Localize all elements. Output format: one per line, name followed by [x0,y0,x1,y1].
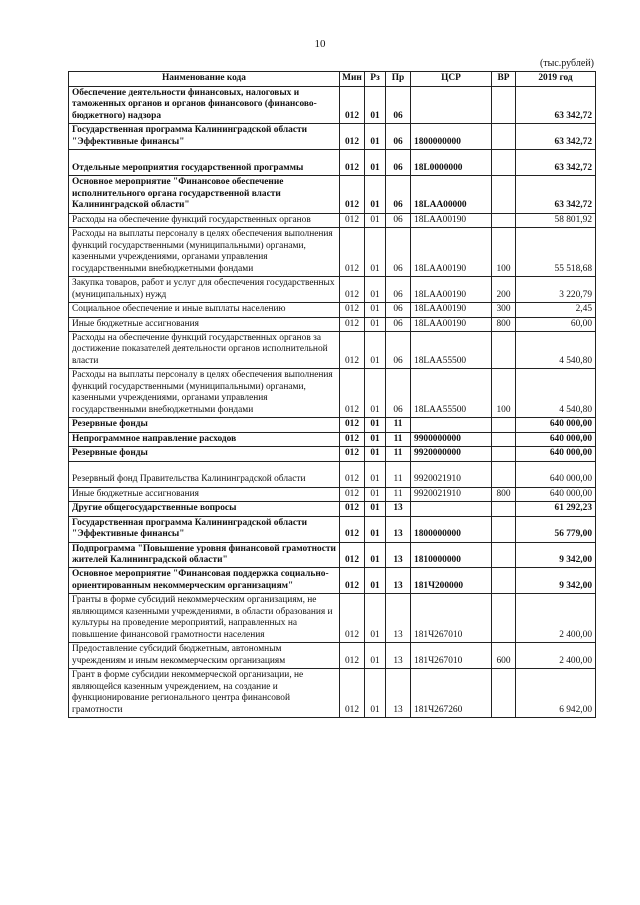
cell-vr [492,447,516,461]
table-row [69,502,596,516]
cell-pr: 13 [386,542,411,568]
cell-min: 012 [340,87,365,124]
cell-rz: 01 [365,277,386,303]
header-pr: Пр [386,72,411,87]
cell-name: Государственная программа Калининградской области "Эффективные финансы" [69,124,340,150]
cell-csr: 181Ч200000 [411,568,492,594]
table-row [69,432,596,446]
cell-name: Социальное обеспечение и иные выплаты населению [69,303,340,317]
cell-amount: 55 518,68 [516,228,596,277]
cell-amount: 9 342,00 [516,568,596,594]
cell-rz: 01 [365,124,386,150]
cell-min: 012 [340,516,365,542]
cell-csr: 181Ч267010 [411,594,492,643]
cell-csr: 18LAA00000 [411,176,492,213]
units-label: (тыс.рублей) [539,58,594,69]
header-year: 2019 год [516,72,596,87]
cell-amount: 56 779,00 [516,516,596,542]
table-row [69,487,596,501]
cell-name: Основное мероприятие "Финансовое обеспечение исполнительного органа государственной власти Калининградской области" [69,176,340,213]
cell-name: Резервные фонды [69,447,340,461]
cell-min: 012 [340,369,365,418]
cell-min: 012 [340,150,365,176]
cell-csr [411,87,492,124]
cell-vr [492,594,516,643]
cell-amount: 63 342,72 [516,150,596,176]
cell-amount: 9 342,00 [516,542,596,568]
cell-amount: 2 400,00 [516,643,596,669]
cell-rz: 01 [365,228,386,277]
cell-amount: 3 220,79 [516,277,596,303]
table-row [69,213,596,227]
cell-rz: 01 [365,516,386,542]
cell-name: Основное мероприятие "Финансовая поддержка социально-ориентированным некоммерческим организациям" [69,568,340,594]
table-row [69,277,596,303]
cell-amount: 61 292,23 [516,502,596,516]
cell-pr: 06 [386,87,411,124]
cell-vr [492,150,516,176]
table-row [69,418,596,432]
cell-csr: 18LAA55500 [411,331,492,368]
cell-vr: 800 [492,317,516,331]
cell-amount: 640 000,00 [516,447,596,461]
cell-csr: 181Ч267010 [411,643,492,669]
table-row [69,176,596,213]
cell-min: 012 [340,303,365,317]
cell-vr: 100 [492,228,516,277]
cell-name: Подпрограмма "Повышение уровня финансовой грамотности жителей Калининградской области" [69,542,340,568]
cell-amount: 6 942,00 [516,669,596,718]
table-body [69,87,596,718]
table-row [69,542,596,568]
cell-amount: 640 000,00 [516,461,596,487]
table-row [69,150,596,176]
header-min: Мин [340,72,365,87]
cell-vr [492,124,516,150]
cell-rz: 01 [365,87,386,124]
cell-amount: 640 000,00 [516,432,596,446]
cell-min: 012 [340,418,365,432]
cell-rz: 01 [365,331,386,368]
table-row [69,516,596,542]
cell-min: 012 [340,487,365,501]
cell-name: Отдельные мероприятия государственной программы [69,150,340,176]
cell-min: 012 [340,432,365,446]
cell-amount: 640 000,00 [516,418,596,432]
cell-amount: 63 342,72 [516,87,596,124]
cell-pr: 06 [386,150,411,176]
cell-csr: 18L0000000 [411,150,492,176]
cell-min: 012 [340,213,365,227]
cell-csr: 1800000000 [411,516,492,542]
cell-csr: 9920000000 [411,447,492,461]
cell-rz: 01 [365,213,386,227]
cell-pr: 13 [386,568,411,594]
cell-csr: 18LAA00190 [411,228,492,277]
cell-pr: 13 [386,594,411,643]
cell-min: 012 [340,331,365,368]
cell-csr: 9920021910 [411,487,492,501]
table-row [69,228,596,277]
cell-pr: 13 [386,643,411,669]
cell-vr [492,176,516,213]
cell-amount: 4 540,80 [516,369,596,418]
cell-name: Расходы на обеспечение функций государственных органов [69,213,340,227]
cell-vr [492,669,516,718]
cell-amount: 63 342,72 [516,124,596,150]
cell-pr: 11 [386,461,411,487]
cell-pr: 06 [386,277,411,303]
cell-name: Иные бюджетные ассигнования [69,487,340,501]
cell-csr: 181Ч267260 [411,669,492,718]
cell-pr: 11 [386,487,411,501]
cell-vr [492,418,516,432]
page-number: 10 [314,38,326,50]
cell-rz: 01 [365,502,386,516]
cell-vr [492,331,516,368]
table-row [69,594,596,643]
cell-min: 012 [340,447,365,461]
cell-pr: 06 [386,213,411,227]
header-csr: ЦСР [411,72,492,87]
table-row [69,303,596,317]
cell-amount: 2,45 [516,303,596,317]
cell-csr: 9900000000 [411,432,492,446]
cell-pr: 06 [386,303,411,317]
cell-min: 012 [340,461,365,487]
cell-name: Иные бюджетные ассигнования [69,317,340,331]
cell-vr [492,502,516,516]
cell-amount: 2 400,00 [516,594,596,643]
cell-vr [492,542,516,568]
cell-csr: 18LAA55500 [411,369,492,418]
table-row [69,568,596,594]
cell-min: 012 [340,176,365,213]
cell-pr: 06 [386,176,411,213]
cell-pr: 13 [386,669,411,718]
cell-name: Расходы на выплаты персоналу в целях обеспечения выполнения функций государственными (муниципальными) органами, казенными учреждениями, органами управления государственными внебюджетными фондами [69,228,340,277]
table-header-row [69,72,596,87]
cell-min: 012 [340,643,365,669]
cell-name: Грант в форме субсидии некоммерческой организации, не являющейся казенным учреждением, на создание и функционирование регионального центра финансовой грамотности [69,669,340,718]
cell-pr: 13 [386,502,411,516]
cell-rz: 01 [365,317,386,331]
cell-name: Расходы на обеспечение функций государственных органов за достижение показателей деятельности органов исполнительной власти [69,331,340,368]
table-row [69,124,596,150]
cell-name: Расходы на выплаты персоналу в целях обеспечения выполнения функций государственными (муниципальными) органами, казенными учреждениями, органами управления государственными внебюджетными фондами [69,369,340,418]
cell-vr: 100 [492,369,516,418]
cell-name: Другие общегосударственные вопросы [69,502,340,516]
cell-csr [411,418,492,432]
cell-vr: 300 [492,303,516,317]
cell-vr: 200 [492,277,516,303]
cell-amount: 640 000,00 [516,487,596,501]
cell-rz: 01 [365,487,386,501]
cell-min: 012 [340,669,365,718]
cell-rz: 01 [365,542,386,568]
cell-name: Обеспечение деятельности финансовых, налоговых и таможенных органов и органов финансового (финансово-бюджетного) надзора [69,87,340,124]
cell-min: 012 [340,594,365,643]
cell-name: Непрограммное направление расходов [69,432,340,446]
cell-rz: 01 [365,669,386,718]
cell-pr: 06 [386,228,411,277]
cell-rz: 01 [365,418,386,432]
cell-min: 012 [340,502,365,516]
cell-rz: 01 [365,432,386,446]
cell-vr: 600 [492,643,516,669]
cell-name: Государственная программа Калининградской области "Эффективные финансы" [69,516,340,542]
cell-vr: 800 [492,487,516,501]
cell-pr: 06 [386,317,411,331]
cell-rz: 01 [365,461,386,487]
cell-vr [492,213,516,227]
table-row [69,447,596,461]
cell-amount: 58 801,92 [516,213,596,227]
cell-min: 012 [340,568,365,594]
cell-csr: 1810000000 [411,542,492,568]
header-vr: ВР [492,72,516,87]
cell-name: Гранты в форме субсидий некоммерческим организациям, не являющимся казенными учреждениями, в области образования и культуры на проведение мероприятий, направленных на повышение финансовой грамотности населения [69,594,340,643]
cell-min: 012 [340,228,365,277]
cell-csr: 18LAA00190 [411,277,492,303]
cell-name: Предоставление субсидий бюджетным, автономным учреждениям и иным некоммерческим организациям [69,643,340,669]
cell-rz: 01 [365,176,386,213]
cell-vr [492,87,516,124]
table-row [69,87,596,124]
header-rz: Рз [365,72,386,87]
cell-vr [492,516,516,542]
cell-vr [492,432,516,446]
cell-vr [492,568,516,594]
cell-csr: 18LAA00190 [411,317,492,331]
cell-min: 012 [340,124,365,150]
cell-rz: 01 [365,594,386,643]
header-name: Наименование кода [69,72,340,87]
budget-table [68,71,596,718]
table-row [69,331,596,368]
cell-pr: 13 [386,516,411,542]
cell-amount: 60,00 [516,317,596,331]
cell-rz: 01 [365,568,386,594]
cell-pr: 11 [386,432,411,446]
cell-min: 012 [340,542,365,568]
cell-name: Резервный фонд Правительства Калининградской области [69,461,340,487]
cell-csr [411,502,492,516]
cell-rz: 01 [365,643,386,669]
cell-csr: 1800000000 [411,124,492,150]
cell-csr: 9920021910 [411,461,492,487]
cell-csr: 18LAA00190 [411,213,492,227]
cell-pr: 11 [386,418,411,432]
cell-rz: 01 [365,447,386,461]
cell-min: 012 [340,277,365,303]
cell-amount: 63 342,72 [516,176,596,213]
cell-rz: 01 [365,150,386,176]
table-row [69,669,596,718]
cell-amount: 4 540,80 [516,331,596,368]
table-row [69,317,596,331]
cell-rz: 01 [365,369,386,418]
cell-vr [492,461,516,487]
cell-rz: 01 [365,303,386,317]
cell-pr: 06 [386,124,411,150]
cell-name: Резервные фонды [69,418,340,432]
cell-name: Закупка товаров, работ и услуг для обеспечения государственных (муниципальных) нужд [69,277,340,303]
table-row [69,643,596,669]
table-row [69,369,596,418]
cell-csr: 18LAA00190 [411,303,492,317]
cell-pr: 11 [386,447,411,461]
cell-pr: 06 [386,369,411,418]
cell-min: 012 [340,317,365,331]
table-row [69,461,596,487]
cell-pr: 06 [386,331,411,368]
